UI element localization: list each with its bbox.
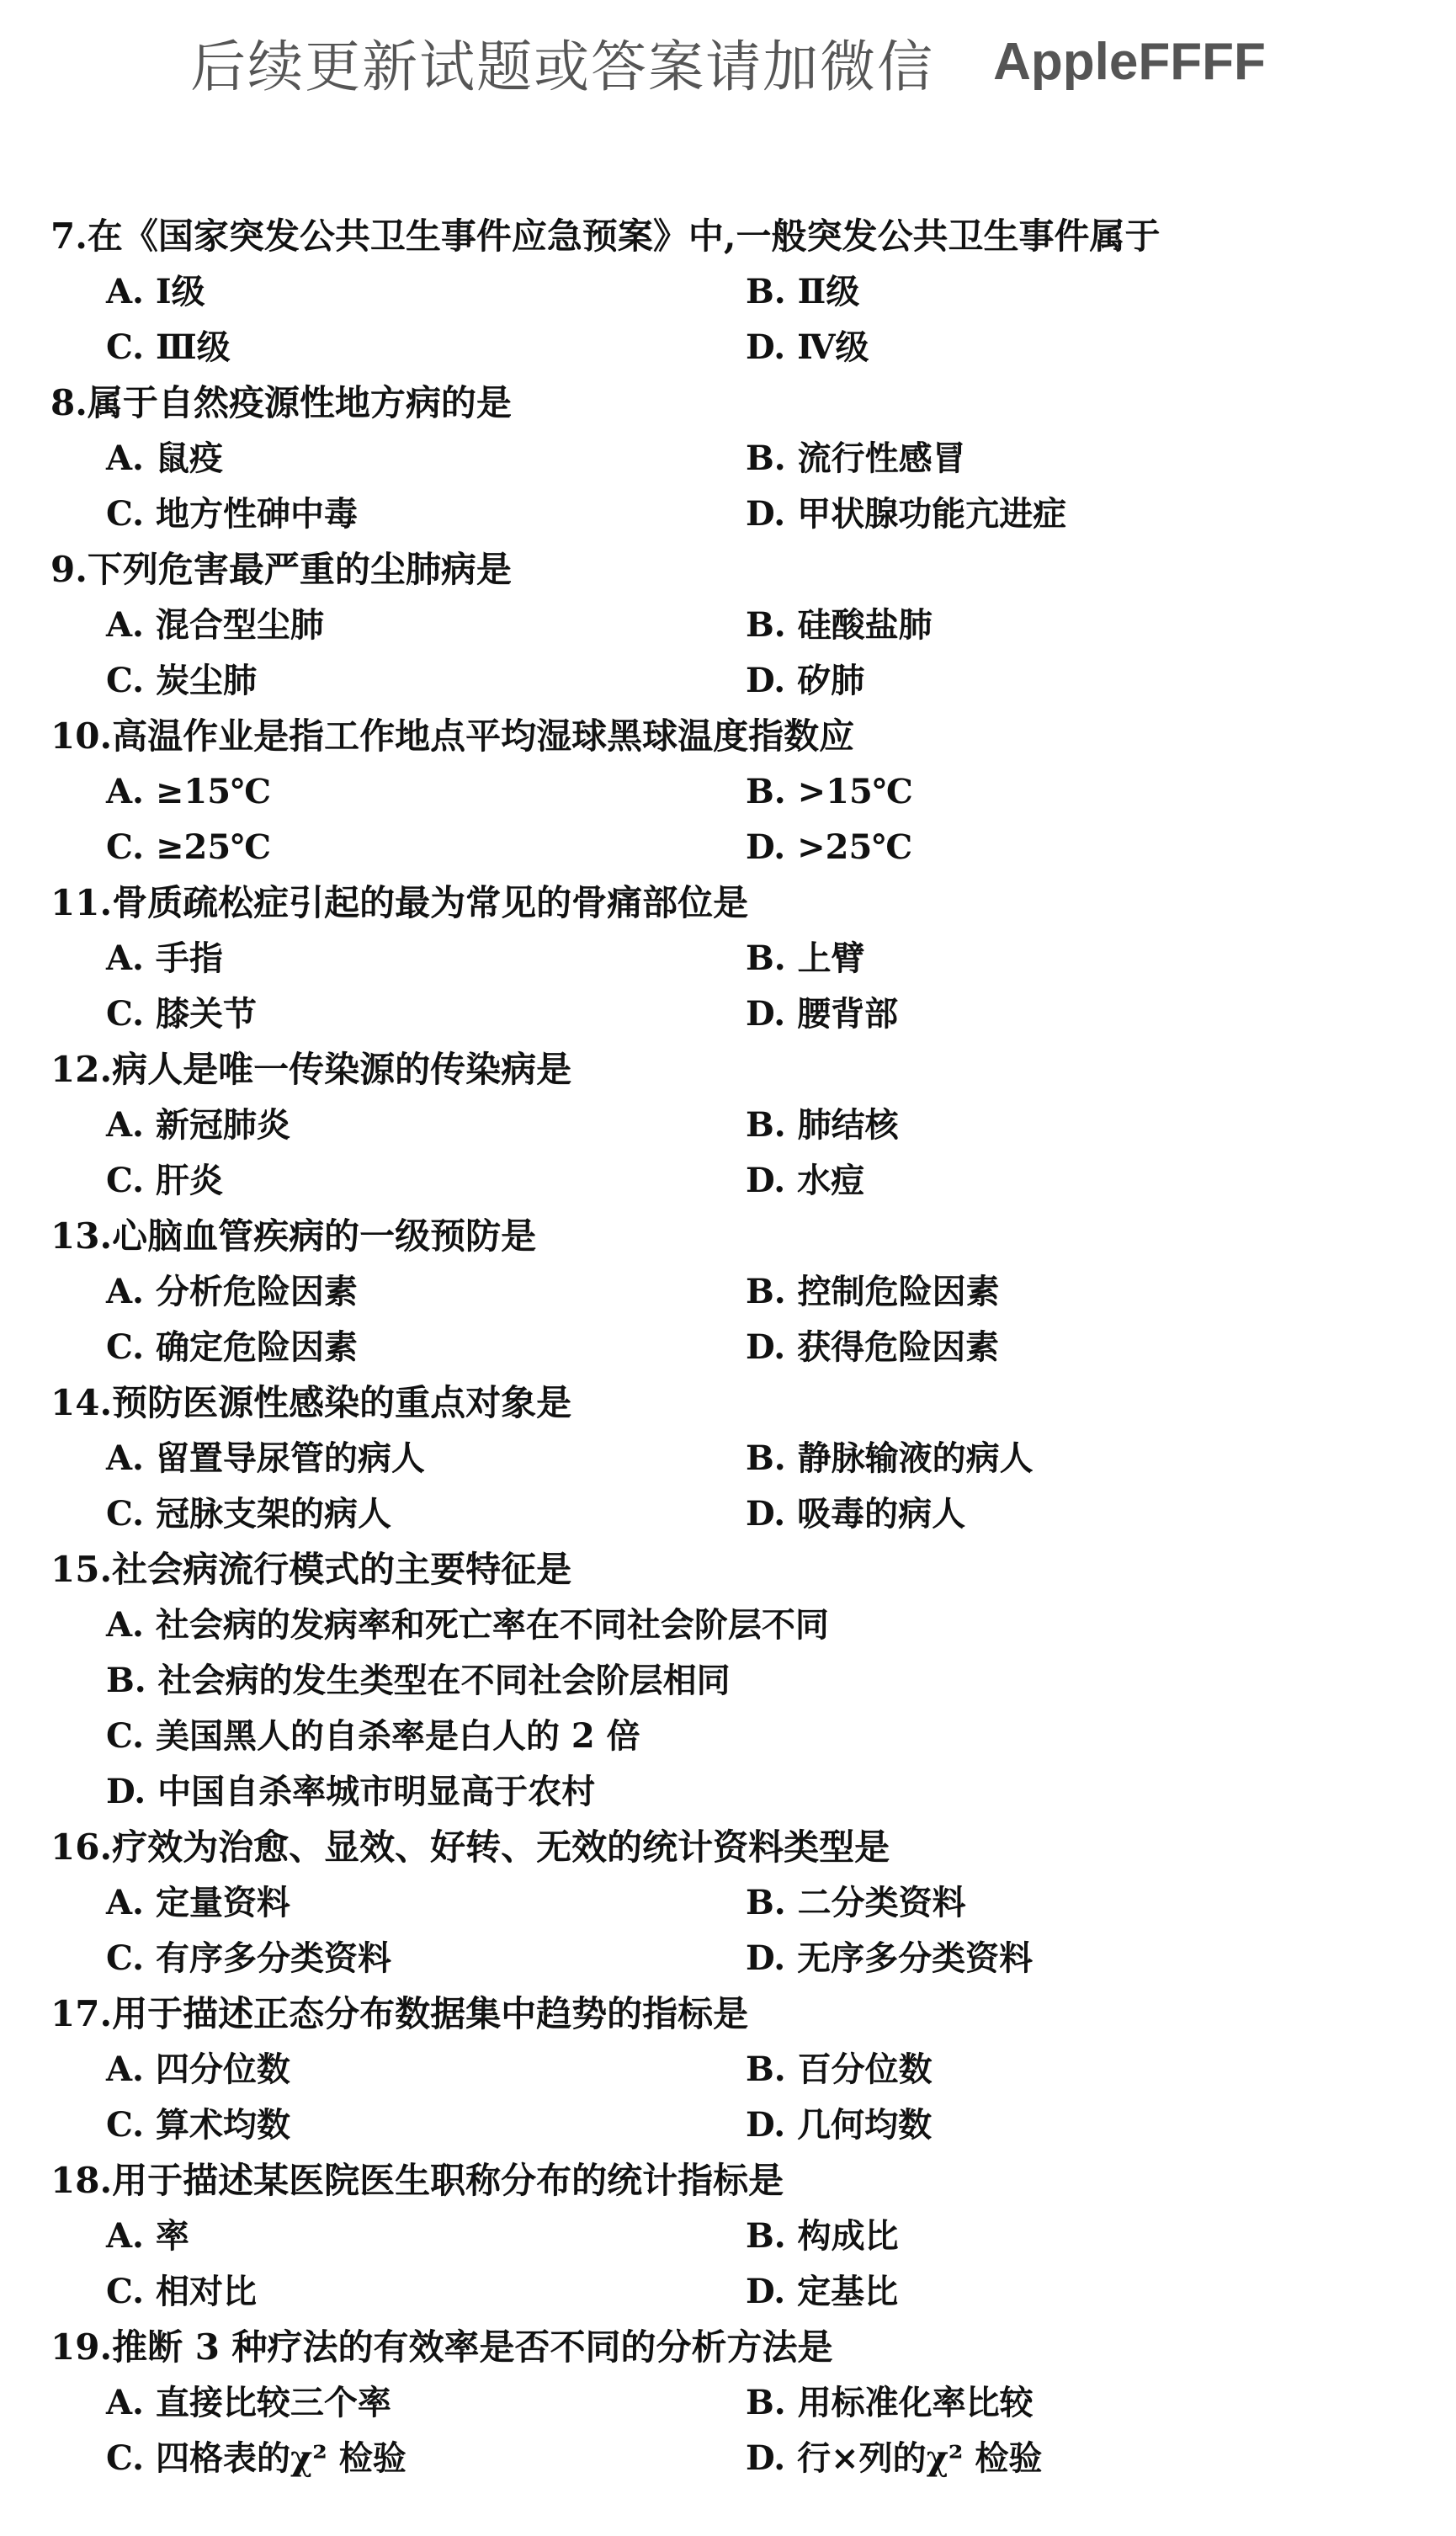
question-stem xyxy=(50,542,1406,598)
option-c: C. 四格表的χ² 检验 xyxy=(106,2438,407,2478)
question-9 xyxy=(50,542,1406,709)
question-number: 12. xyxy=(50,1049,113,1090)
question-number: 9. xyxy=(50,549,88,590)
question-10 xyxy=(50,709,1406,875)
question-number: 17. xyxy=(50,1993,113,2034)
question-number: 13. xyxy=(50,1215,113,1257)
option-b: B. 控制危险因素 xyxy=(746,1272,1000,1311)
option-a: A. 新冠肺炎 xyxy=(106,1105,290,1145)
option-grid xyxy=(50,264,1406,375)
option-c: C. 确定危险因素 xyxy=(106,1327,358,1367)
question-number: 16. xyxy=(50,1826,113,1868)
question-stem xyxy=(50,209,1406,264)
question-stem xyxy=(50,2153,1406,2209)
question-text: 下列危害最严重的尘肺病是 xyxy=(87,549,512,590)
option-c: C. 美国黑人的自杀率是白人的 2 倍 xyxy=(106,1716,640,1756)
option-d: D. 腰背部 xyxy=(746,994,899,1034)
option-d: D. >25℃ xyxy=(746,827,913,867)
option-a: A. 四分位数 xyxy=(106,2050,290,2089)
option-list xyxy=(50,1598,1406,1820)
option-d: D. 获得危险因素 xyxy=(746,1327,1000,1367)
option-a: A. 鼠疫 xyxy=(106,439,223,478)
option-c: C. 相对比 xyxy=(106,2272,257,2311)
option-b: B. 硅酸盐肺 xyxy=(746,605,933,645)
option-d: D. 几何均数 xyxy=(746,2105,933,2145)
question-number: 7. xyxy=(50,215,88,257)
question-8 xyxy=(50,375,1406,542)
option-c: C. ≥25℃ xyxy=(106,827,272,867)
question-text: 属于自然疫源性地方病的是 xyxy=(87,382,512,423)
option-d: D. 中国自杀率城市明显高于农村 xyxy=(106,1772,596,1811)
option-b: B. Ⅱ级 xyxy=(746,272,860,311)
question-7 xyxy=(50,209,1406,375)
question-text: 用于描述某医院医生职称分布的统计指标是 xyxy=(112,2160,784,2201)
option-b: B. 流行性感冒 xyxy=(746,439,966,478)
question-text: 骨质疏松症引起的最为常见的骨痛部位是 xyxy=(112,882,749,923)
question-number: 11. xyxy=(50,882,113,923)
option-d: D. 无序多分类资料 xyxy=(746,1938,1034,1978)
question-text: 疗效为治愈、显效、好转、无效的统计资料类型是 xyxy=(112,1826,890,1868)
question-stem xyxy=(50,1820,1406,1875)
option-grid xyxy=(50,2209,1406,2320)
option-grid xyxy=(50,1098,1406,1209)
question-number: 18. xyxy=(50,2160,113,2201)
question-14 xyxy=(50,1375,1406,1542)
question-stem xyxy=(50,709,1406,764)
option-grid xyxy=(50,598,1406,709)
option-grid xyxy=(50,2042,1406,2153)
option-a: A. 手指 xyxy=(106,938,223,978)
question-stem xyxy=(50,1986,1406,2042)
option-c: C. 肝炎 xyxy=(106,1161,223,1200)
option-c: C. 有序多分类资料 xyxy=(106,1938,391,1978)
question-stem xyxy=(50,1042,1406,1098)
header-wechat-id: AppleFFFF xyxy=(993,32,1266,91)
question-text: 高温作业是指工作地点平均湿球黑球温度指数应 xyxy=(112,715,855,757)
page-header xyxy=(0,15,1456,108)
option-b: B. 社会病的发生类型在不同社会阶层相同 xyxy=(106,1661,731,1700)
question-stem xyxy=(50,375,1406,431)
option-b: B. >15℃ xyxy=(746,772,913,811)
question-text: 推断 3 种疗法的有效率是否不同的分析方法是 xyxy=(112,2326,833,2368)
option-d: D. 矽肺 xyxy=(746,661,865,700)
option-a: A. Ⅰ级 xyxy=(106,272,205,311)
question-16 xyxy=(50,1820,1406,1986)
question-12 xyxy=(50,1042,1406,1209)
header-notice: 后续更新试题或答案请加微信 xyxy=(190,34,935,99)
option-b: B. 用标准化率比较 xyxy=(746,2383,1034,2422)
question-15 xyxy=(50,1542,1406,1820)
question-text: 病人是唯一传染源的传染病是 xyxy=(112,1049,572,1090)
option-a: A. 定量资料 xyxy=(106,1883,290,1922)
option-d: D. 行×列的χ² 检验 xyxy=(746,2438,1043,2478)
question-13 xyxy=(50,1209,1406,1375)
option-d: D. 吸毒的病人 xyxy=(746,1494,966,1534)
question-stem xyxy=(50,2320,1406,2375)
option-c: C. 地方性砷中毒 xyxy=(106,494,358,534)
option-a: A. 分析危险因素 xyxy=(106,1272,358,1311)
option-c: C. 算术均数 xyxy=(106,2105,290,2145)
option-c: C. 炭尘肺 xyxy=(106,661,257,700)
option-grid xyxy=(50,931,1406,1042)
question-11 xyxy=(50,875,1406,1042)
question-number: 14. xyxy=(50,1382,113,1423)
option-b: B. 上臂 xyxy=(746,938,865,978)
option-b: B. 百分位数 xyxy=(746,2050,933,2089)
question-17 xyxy=(50,1986,1406,2153)
question-18 xyxy=(50,2153,1406,2320)
question-text: 预防医源性感染的重点对象是 xyxy=(112,1382,572,1423)
option-grid xyxy=(50,1264,1406,1375)
option-a: A. 直接比较三个率 xyxy=(106,2383,391,2422)
question-stem xyxy=(50,1375,1406,1431)
question-list xyxy=(50,209,1406,2486)
option-grid xyxy=(50,1875,1406,1986)
option-grid xyxy=(50,431,1406,542)
question-text: 社会病流行模式的主要特征是 xyxy=(112,1549,572,1590)
question-stem xyxy=(50,875,1406,931)
question-19 xyxy=(50,2320,1406,2486)
option-a: A. ≥15℃ xyxy=(106,772,271,811)
option-b: B. 构成比 xyxy=(746,2216,899,2256)
option-b: B. 静脉输液的病人 xyxy=(746,1438,1034,1478)
question-number: 10. xyxy=(50,715,113,757)
option-b: B. 二分类资料 xyxy=(746,1883,966,1922)
option-a: A. 混合型尘肺 xyxy=(106,605,324,645)
option-d: D. 水痘 xyxy=(746,1161,865,1200)
question-text: 心脑血管疾病的一级预防是 xyxy=(112,1215,537,1257)
option-c: C. 冠脉支架的病人 xyxy=(106,1494,391,1534)
option-grid xyxy=(50,2375,1406,2486)
question-stem xyxy=(50,1542,1406,1598)
option-a: A. 留置导尿管的病人 xyxy=(106,1438,425,1478)
option-a: A. 率 xyxy=(106,2216,189,2256)
question-number: 15. xyxy=(50,1549,113,1590)
question-stem xyxy=(50,1209,1406,1264)
option-a: A. 社会病的发病率和死亡率在不同社会阶层不同 xyxy=(106,1605,829,1645)
option-d: D. Ⅳ级 xyxy=(746,327,869,367)
question-number: 8. xyxy=(50,382,88,423)
question-number: 19. xyxy=(50,2326,113,2368)
option-b: B. 肺结核 xyxy=(746,1105,899,1145)
option-c: C. Ⅲ级 xyxy=(106,327,231,367)
option-c: C. 膝关节 xyxy=(106,994,257,1034)
option-grid xyxy=(50,764,1406,875)
question-text: 用于描述正态分布数据集中趋势的指标是 xyxy=(112,1993,749,2034)
question-text: 在《国家突发公共卫生事件应急预案》中,一般突发公共卫生事件属于 xyxy=(87,215,1161,257)
option-grid xyxy=(50,1431,1406,1542)
option-d: D. 定基比 xyxy=(746,2272,899,2311)
option-d: D. 甲状腺功能亢进症 xyxy=(746,494,1067,534)
